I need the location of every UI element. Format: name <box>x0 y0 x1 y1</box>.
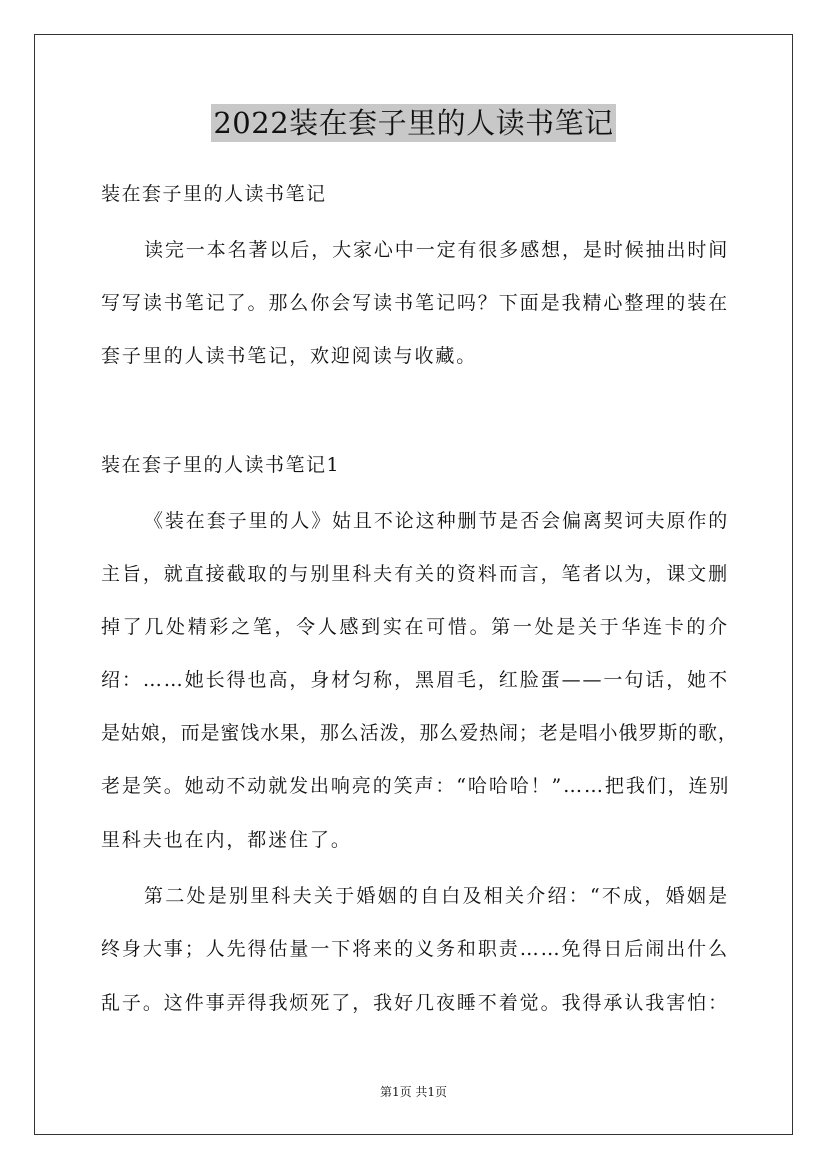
para2-line-3: 乱子。这件事弄得我烦死了，我好几夜睡不着觉。我得承认我害怕： <box>101 992 729 1014</box>
para1-line-3: 掉了几处精彩之笔，令人感到实在可惜。第一处是关于华连卡的介 <box>101 616 729 638</box>
para1-line-4: 绍：……她长得也高，身材匀称，黑眉毛，红脸蛋——一句话，她不 <box>101 669 729 691</box>
document-title: 2022装在套子里的人读书笔记 <box>213 106 614 140</box>
para2-line-2: 终身大事；人先得估量一下将来的义务和职责……免得日后闹出什么 <box>101 938 729 960</box>
intro-line-3: 套子里的人读书笔记，欢迎阅读与收藏。 <box>101 345 478 367</box>
para1-line-2: 主旨，就直接截取的与别里科夫有关的资料而言，笔者以为，课文删 <box>101 563 729 585</box>
page-footer: 第1页 共1页 <box>379 1085 448 1099</box>
para1-line-5: 是姑娘，而是蜜饯水果，那么活泼，那么爱热闹；老是唱小俄罗斯的歌， <box>101 722 738 744</box>
document-title-container <box>0 104 827 142</box>
intro-line-2: 写写读书笔记了。那么你会写读书笔记吗？下面是我精心整理的装在 <box>101 292 729 314</box>
para1-line-1: 《装在套子里的人》姑且不论这种删节是否会偏离契诃夫原作的 <box>144 510 730 532</box>
section-heading-1: 装在套子里的人读书笔记1 <box>101 454 341 476</box>
section-heading: 装在套子里的人读书笔记 <box>101 183 327 205</box>
para1-line-6: 老是笑。她动不动就发出响亮的笑声：“哈哈哈！”……把我们，连别 <box>101 775 731 797</box>
intro-line-1: 读完一本名著以后，大家心中一定有很多感想，是时候抽出时间 <box>144 239 730 261</box>
para2-line-1: 第二处是别里科夫关于婚姻的自白及相关介绍：“不成，婚姻是 <box>144 885 729 907</box>
para1-line-7: 里科夫也在内，都迷住了。 <box>101 829 352 851</box>
